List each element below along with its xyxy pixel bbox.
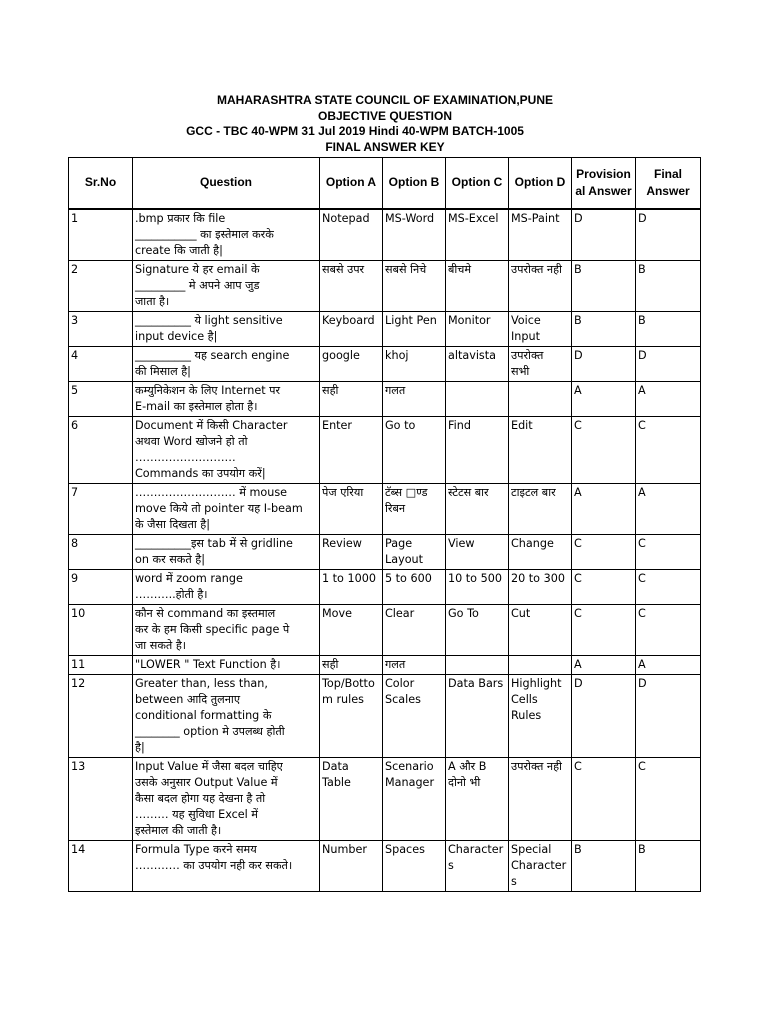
cell-question: ……………………… में mouse move किये तो pointer यह I-beam के जैसा दिखता है|	[133, 483, 320, 534]
table-row	[69, 674, 701, 757]
exam-details: GCC - TBC 40-WPM 31 Jul 2019 Hindi 40-WPM BATCH-1005	[186, 124, 524, 138]
table-row	[69, 604, 701, 655]
cell-final-answer: C	[636, 604, 701, 655]
table-row	[69, 209, 701, 261]
cell-final-answer: C	[636, 569, 701, 604]
cell-option-d: MS-Paint	[509, 209, 572, 261]
cell-provisional-answer: A	[572, 381, 636, 416]
cell-option-c: MS-Excel	[446, 209, 509, 261]
cell-option-c: altavista	[446, 346, 509, 381]
cell-option-d: Highlight Cells Rules	[509, 674, 572, 757]
cell-sr-no: 9	[69, 569, 133, 604]
table-row	[69, 483, 701, 534]
cell-option-d: उपरोक्त नही	[509, 757, 572, 840]
cell-option-c: Character s	[446, 840, 509, 891]
answer-key-table	[68, 157, 701, 892]
cell-question: Formula Type करने समय ………… का उपयोग नही कर सकते।	[133, 840, 320, 891]
cell-option-a: Top/Botto m rules	[320, 674, 383, 757]
cell-question: "LOWER " Text Function है।	[133, 655, 320, 674]
cell-provisional-answer: D	[572, 346, 636, 381]
cell-sr-no: 1	[69, 209, 133, 261]
cell-sr-no: 2	[69, 260, 133, 311]
cell-option-d: Voice Input	[509, 311, 572, 346]
cell-option-d: Cut	[509, 604, 572, 655]
cell-provisional-answer: A	[572, 655, 636, 674]
cell-final-answer: C	[636, 757, 701, 840]
cell-option-b: Spaces	[383, 840, 446, 891]
cell-question: कौन से command का इस्तमाल कर के हम किसी specific page पे जा सकते है।	[133, 604, 320, 655]
cell-final-answer: C	[636, 534, 701, 569]
cell-final-answer: B	[636, 840, 701, 891]
cell-question: __________ ये light sensitive input device है|	[133, 311, 320, 346]
col-header-option-d: Option D	[509, 158, 572, 209]
col-header-option-a: Option A	[320, 158, 383, 209]
cell-provisional-answer: D	[572, 674, 636, 757]
table-row	[69, 346, 701, 381]
cell-final-answer: A	[636, 655, 701, 674]
cell-final-answer: C	[636, 416, 701, 483]
cell-option-d: Change	[509, 534, 572, 569]
table-row	[69, 311, 701, 346]
cell-question: __________इस tab में से gridline on कर सकते है|	[133, 534, 320, 569]
cell-provisional-answer: C	[572, 757, 636, 840]
cell-option-c: Monitor	[446, 311, 509, 346]
cell-provisional-answer: C	[572, 569, 636, 604]
cell-question: Input Value में जैसा बदल चाहिए उसके अनुसार Output Value में कैसा बदल होगा यह देखना है तो ……… यह सुविधा Excel में इस्तेमाल की जाती है।	[133, 757, 320, 840]
cell-option-b: Clear	[383, 604, 446, 655]
cell-sr-no: 6	[69, 416, 133, 483]
table-row	[69, 569, 701, 604]
cell-sr-no: 5	[69, 381, 133, 416]
cell-option-b: khoj	[383, 346, 446, 381]
cell-provisional-answer: B	[572, 840, 636, 891]
cell-final-answer: A	[636, 483, 701, 534]
cell-sr-no: 14	[69, 840, 133, 891]
cell-sr-no: 10	[69, 604, 133, 655]
cell-option-c	[446, 381, 509, 416]
cell-option-b: Color Scales	[383, 674, 446, 757]
table-row	[69, 655, 701, 674]
cell-option-a: Move	[320, 604, 383, 655]
cell-provisional-answer: D	[572, 209, 636, 261]
cell-final-answer: B	[636, 311, 701, 346]
table-row	[69, 381, 701, 416]
table-row	[69, 840, 701, 891]
cell-option-a: Keyboard	[320, 311, 383, 346]
cell-provisional-answer: C	[572, 604, 636, 655]
cell-option-c: A और B दोनो भी	[446, 757, 509, 840]
cell-option-a: Data Table	[320, 757, 383, 840]
cell-final-answer: A	[636, 381, 701, 416]
cell-option-a: Number	[320, 840, 383, 891]
cell-sr-no: 13	[69, 757, 133, 840]
cell-provisional-answer: A	[572, 483, 636, 534]
cell-question: __________ यह search engine की मिसाल है|	[133, 346, 320, 381]
cell-option-b: Light Pen	[383, 311, 446, 346]
cell-sr-no: 11	[69, 655, 133, 674]
cell-final-answer: B	[636, 260, 701, 311]
cell-question: .bmp प्रकार कि file ___________ का इस्तेमाल करके create कि जाती है|	[133, 209, 320, 261]
cell-sr-no: 7	[69, 483, 133, 534]
cell-option-a: सही	[320, 381, 383, 416]
cell-provisional-answer: C	[572, 416, 636, 483]
cell-final-answer: D	[636, 346, 701, 381]
cell-provisional-answer: C	[572, 534, 636, 569]
cell-sr-no: 4	[69, 346, 133, 381]
cell-option-d	[509, 655, 572, 674]
cell-option-a: 1 to 1000	[320, 569, 383, 604]
cell-option-a: पेज एरिया	[320, 483, 383, 534]
cell-question: Signature ये हर email के _________ मे अपने आप जुड जाता है।	[133, 260, 320, 311]
cell-option-d: Special Character s	[509, 840, 572, 891]
cell-option-a: Enter	[320, 416, 383, 483]
cell-option-a: google	[320, 346, 383, 381]
cell-provisional-answer: B	[572, 311, 636, 346]
cell-sr-no: 8	[69, 534, 133, 569]
cell-option-d: टाइटल बार	[509, 483, 572, 534]
cell-option-c: बीचमे	[446, 260, 509, 311]
cell-option-c: Find	[446, 416, 509, 483]
col-header-final: Final Answer	[636, 158, 701, 209]
col-header-provisional: Provisional Answer	[572, 158, 636, 209]
table-row	[69, 757, 701, 840]
document-header	[0, 93, 770, 155]
table-row	[69, 260, 701, 311]
cell-option-a: Review	[320, 534, 383, 569]
cell-option-d: उपरोक्त नही	[509, 260, 572, 311]
table-header-row	[69, 158, 701, 209]
answer-key-title: FINAL ANSWER KEY	[325, 139, 445, 154]
table-row	[69, 416, 701, 483]
cell-option-b: MS-Word	[383, 209, 446, 261]
cell-question: कम्युनिकेशन के लिए Internet पर E-mail का इस्तेमाल होता है।	[133, 381, 320, 416]
cell-sr-no: 12	[69, 674, 133, 757]
cell-option-d: 20 to 300	[509, 569, 572, 604]
col-header-question: Question	[133, 158, 320, 209]
council-title: MAHARASHTRA STATE COUNCIL OF EXAMINATION,PUNE	[217, 93, 553, 107]
cell-option-c	[446, 655, 509, 674]
cell-option-b: Scenario Manager	[383, 757, 446, 840]
cell-question: Greater than, less than, between आदि तुलनाए conditional formatting के ________ option मे उपलब्ध होती है|	[133, 674, 320, 757]
col-header-srno: Sr.No	[69, 158, 133, 209]
cell-option-b: सबसे निचे	[383, 260, 446, 311]
cell-option-a: सही	[320, 655, 383, 674]
col-header-option-c: Option C	[446, 158, 509, 209]
cell-option-b: टॅब्स □ण्ड रिबन	[383, 483, 446, 534]
cell-option-c: View	[446, 534, 509, 569]
cell-final-answer: D	[636, 674, 701, 757]
cell-option-b: 5 to 600	[383, 569, 446, 604]
cell-option-c: Go To	[446, 604, 509, 655]
cell-option-c: Data Bars	[446, 674, 509, 757]
cell-option-b: Page Layout	[383, 534, 446, 569]
cell-option-a: Notepad	[320, 209, 383, 261]
cell-option-d	[509, 381, 572, 416]
cell-option-d: Edit	[509, 416, 572, 483]
cell-question: word में zoom range ………..होती है।	[133, 569, 320, 604]
cell-option-b: Go to	[383, 416, 446, 483]
paper-type: OBJECTIVE QUESTION	[317, 108, 453, 123]
cell-final-answer: D	[636, 209, 701, 261]
cell-option-b: गलत	[383, 381, 446, 416]
cell-option-a: सबसे उपर	[320, 260, 383, 311]
cell-provisional-answer: B	[572, 260, 636, 311]
table-row	[69, 534, 701, 569]
col-header-option-b: Option B	[383, 158, 446, 209]
cell-option-d: उपरोक्त सभी	[509, 346, 572, 381]
cell-option-c: 10 to 500	[446, 569, 509, 604]
cell-sr-no: 3	[69, 311, 133, 346]
cell-option-c: स्टेटस बार	[446, 483, 509, 534]
cell-option-b: गलत	[383, 655, 446, 674]
cell-question: Document में किसी Character अथवा Word खोजने हो तो ……………………… Commands का उपयोग करें|	[133, 416, 320, 483]
